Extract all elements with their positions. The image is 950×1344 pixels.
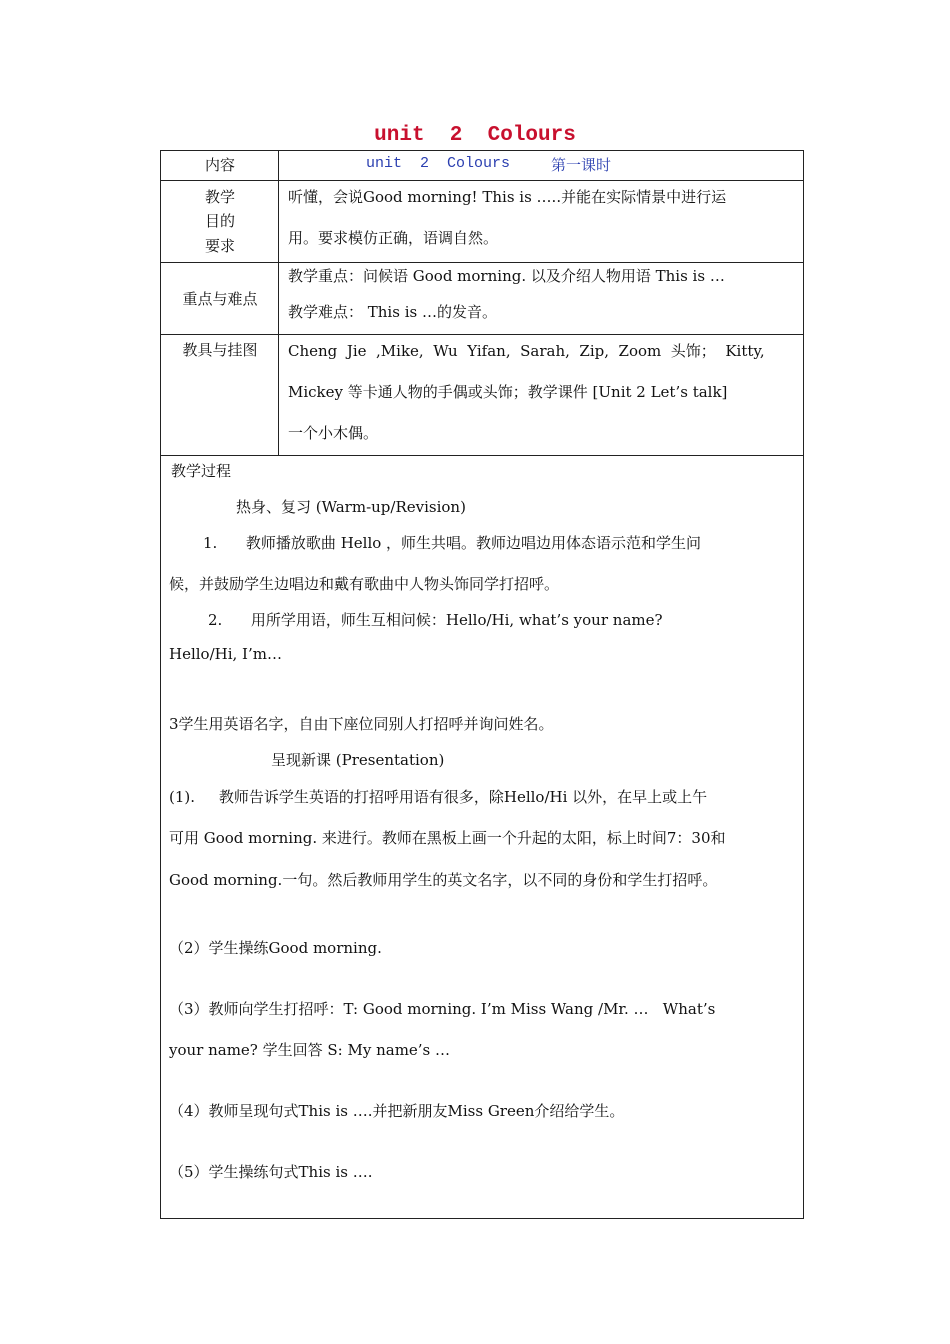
warmup-heading: 热身、复习 (Warm-up/Revision) bbox=[236, 498, 466, 516]
document-title bbox=[0, 124, 950, 147]
content-label: 内容 bbox=[204, 156, 235, 174]
row-divider bbox=[161, 262, 803, 263]
presentation-step-3-line-2: your name? 学生回答 S: My name’s … bbox=[169, 1041, 451, 1059]
key-points-label: 重点与难点 bbox=[182, 290, 258, 308]
goals-line-2: 用。要求模仿正确，语调自然。 bbox=[288, 229, 499, 247]
presentation-heading: 呈现新课 (Presentation) bbox=[271, 751, 445, 769]
warmup-step-1-line-1: 1. 教师播放歌曲 Hello ，师生共唱。教师边唱边用体态语示范和学生问 bbox=[203, 534, 702, 552]
presentation-step-1-line-2: 可用 Good morning. 来进行。教师在黑板上画一个升起的太阳，标上时间7：30和 bbox=[169, 829, 726, 847]
title-word-colours: Colours bbox=[487, 124, 576, 147]
presentation-step-2: （2）学生操练Good morning. bbox=[169, 939, 382, 957]
warmup-step-3: 3学生用英语名字，自由下座位同别人打招呼并询问姓名。 bbox=[169, 715, 554, 733]
title-number: 2 bbox=[449, 124, 463, 147]
materials-line-2: Mickey 等卡通人物的手偶或头饰；教学课件 [Unit 2 Let’s talk] bbox=[288, 383, 728, 401]
presentation-step-3-line-1: （3）教师向学生打招呼：T: Good morning. I’m Miss Wang /Mr. … What’s bbox=[169, 1000, 716, 1018]
row-divider bbox=[161, 180, 803, 181]
warmup-step-2-line-1: 2. 用所学用语，师生互相问候：Hello/Hi, what’s your name? bbox=[208, 611, 663, 629]
materials-line-1: Cheng Jie ,Mike, Wu Yifan, Sarah, Zip, Zoom 头饰； Kitty, bbox=[288, 342, 765, 360]
presentation-step-4: （4）教师呈现句式This is ….并把新朋友Miss Green介绍给学生。 bbox=[169, 1102, 625, 1120]
presentation-step-5: （5）学生操练句式This is …. bbox=[169, 1163, 373, 1181]
goals-label-1: 教学 bbox=[204, 188, 235, 206]
unit-name: unit 2 Colours bbox=[366, 155, 511, 172]
process-heading: 教学过程 bbox=[171, 462, 232, 480]
difficulty-line: 教学难点： This is …的发音。 bbox=[288, 303, 497, 321]
row-divider bbox=[161, 334, 803, 335]
presentation-step-1-line-3: Good morning.一句。然后教师用学生的英文名字，以不同的身份和学生打招呼。 bbox=[169, 871, 718, 889]
materials-line-3: 一个小木偶。 bbox=[288, 424, 379, 442]
goals-label-2: 目的 bbox=[204, 212, 235, 230]
row-divider bbox=[161, 455, 803, 456]
materials-label: 教具与挂图 bbox=[182, 341, 258, 359]
key-point-line: 教学重点：问候语 Good morning. 以及介绍人物用语 This is … bbox=[288, 267, 725, 285]
warmup-step-1-line-2: 候，并鼓励学生边唱边和戴有歌曲中人物头饰同学打招呼。 bbox=[169, 575, 560, 593]
lesson-plan-table bbox=[160, 150, 804, 1219]
title-word-unit: unit bbox=[374, 124, 425, 147]
presentation-step-1-line-1: (1). 教师告诉学生英语的打招呼用语有很多，除Hello/Hi 以外，在早上或上午 bbox=[169, 788, 708, 806]
goals-label-3: 要求 bbox=[204, 237, 235, 255]
warmup-step-2-line-2: Hello/Hi, I’m… bbox=[169, 645, 282, 663]
lesson-number: 第一课时 bbox=[551, 156, 612, 174]
goals-line-1: 听懂，会说Good morning! This is …..并能在实际情景中进行运 bbox=[288, 188, 727, 206]
